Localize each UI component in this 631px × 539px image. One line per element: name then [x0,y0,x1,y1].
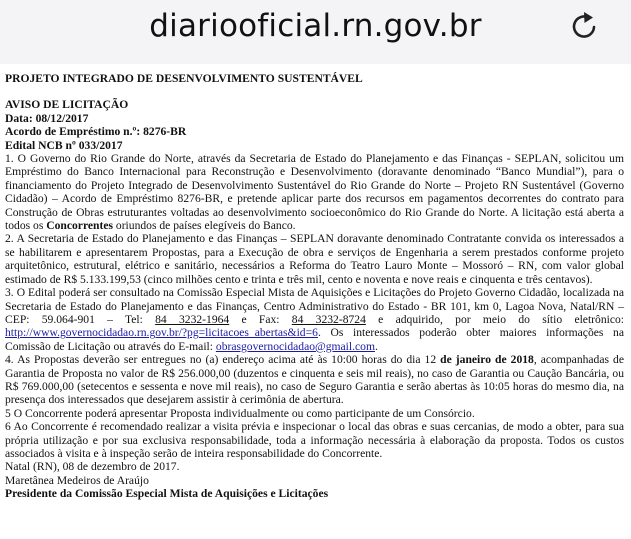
email-link[interactable]: obrasgovernocidadao@gmail.com [215,339,375,353]
place-date: Natal (RN), 08 de dezembro de 2017. [5,460,180,474]
paragraph-2: 2. A Secretaria de Estado do Planejamento e das Finanças – SEPLAN doravante denominado Contratante convida os interessados a se habilitarem e apresentarem Propostas, para a Execução de obra e serviços de Engenharia a serem prestados conforme projeto arquitetônico, estrutural, elétrico e sanitário, necessários a Reforma do Teatro Lauro Monte – Mossoró – RN, com valor global estimado de R$ 5.133.199,53 (cinco milhões cento e trinta e três mil, cento e noventa e nove reais e cinquenta e três centavos). [5,232,624,286]
paragraph-3-end: . [374,339,378,353]
paragraph-4-tail: , acompanhadas de Garantia de Proposta no valor de R$ 256.000,00 (duzentos e cinquenta e seis mil reais), no caso de Garantia ou Caução Bancária, ou R$ 769.000,00 (setecentos e sessenta e nove mil reais), no caso de Seguro Garantia e serão abertas às 10:05 horas do mesmo dia, na presença dos interessados que desejarem assistir à cerimônia de abertura. [5,353,624,407]
fax-number[interactable]: 84 3232-8724 [291,312,366,326]
document-page [0,64,631,539]
signer-title: Presidente da Comissão Especial Mista de Aquisições e Licitações [5,487,329,501]
paragraph-4-bold: de janeiro de 2018 [440,353,534,367]
paragraph-4-text: 4. As Propostas deverão ser entregues no (a) endereço acima até às 10:00 horas do dia 12 [5,353,441,367]
paragraph-1-bold: Concorrentes [46,219,113,233]
loan-agreement: Acordo de Empréstimo n.º: 8276-BR [5,125,187,139]
paragraph-3-text: 3. O Edital poderá ser consultado na Comissão Especial Mista de Aquisições e Licitações do Projeto Governo Cidadão, localizada na Secretaria de Estado do Planejamento e das Finanças, Centro Administrativo do Estado - BR 101, km 0, Lagoa Nova, Natal/RN – CEP: 59.064-901 – Tel: [5,286,624,326]
paragraph-6: 6 Ao Concorrente é recomendado realizar a visita prévia e inspecionar o local das obras e suas cercanias, de modo a obter, para sua própria utilização e por sua exclusiva responsabilidade, toda a informação necessária à elaboração da proposta. Todos os custos associados à visita e à inspeção serão de inteira responsabilidade do Concorrente. [5,420,624,460]
project-title: PROJETO INTEGRADO DE DESENVOLVIMENTO SUSTENTÁVEL [5,72,363,85]
browser-url-bar[interactable] [0,0,631,65]
paragraph-3-mid2: . Os interessados poderão obter maiores informações na Comissão de Licitação ou através do E-mail: [5,326,624,353]
bidding-link[interactable]: http://www.governocidadao.rn.gov.br/?pg=licitacoes_abertas&id=6 [5,326,318,340]
phone-number[interactable]: 84 3232-1964 [155,312,230,326]
paragraph-1 [5,152,624,232]
notice-title: AVISO DE LICITAÇÃO [5,98,129,112]
url-text[interactable]: diariooficial.rn.gov.br [149,8,482,44]
signer-name: Maretânea Medeiros de Araújo [5,473,149,487]
paragraph-3 [5,286,624,353]
paragraph-5: 5 O Concorrente poderá apresentar Proposta individualmente ou como participante de um Consórcio. [5,406,475,420]
fax-label: e Fax: [229,312,292,326]
paragraph-1-text: 1. O Governo do Rio Grande do Norte, através da Secretaria de Estado do Planejamento e das Finanças - SEPLAN, solicitou um Empréstimo do Banco Internacional para Reconstrução e Desenvolvimento (doravante denominado “Banco Mundial”), para o financiamento do Projeto Integrado de Desenvolvimento Sustentável do Rio Grande do Norte – Projeto RN Sustentável (Governo Cidadão) – Acordo de Empréstimo 8276-BR, e pretende aplicar parte dos recursos em pagamentos decorrentes do contrato para Construção de Obras estruturantes voltadas ao desenvolvimento socioeconômico do Rio Grande do Norte. A licitação está aberta a todos os [5,152,624,233]
paragraph-1-tail: oriundos de países elegíveis do Banco. [113,219,296,233]
notice-date: Data: 08/12/2017 [5,111,89,125]
document-content [5,72,624,501]
paragraph-4 [5,353,624,407]
paragraph-3-mid: e adquirido, por meio do sítio eletrônico: [365,312,625,326]
reload-icon[interactable] [567,8,603,44]
edital-number: Edital NCB nº 033/2017 [5,138,123,152]
spacer [5,85,624,98]
